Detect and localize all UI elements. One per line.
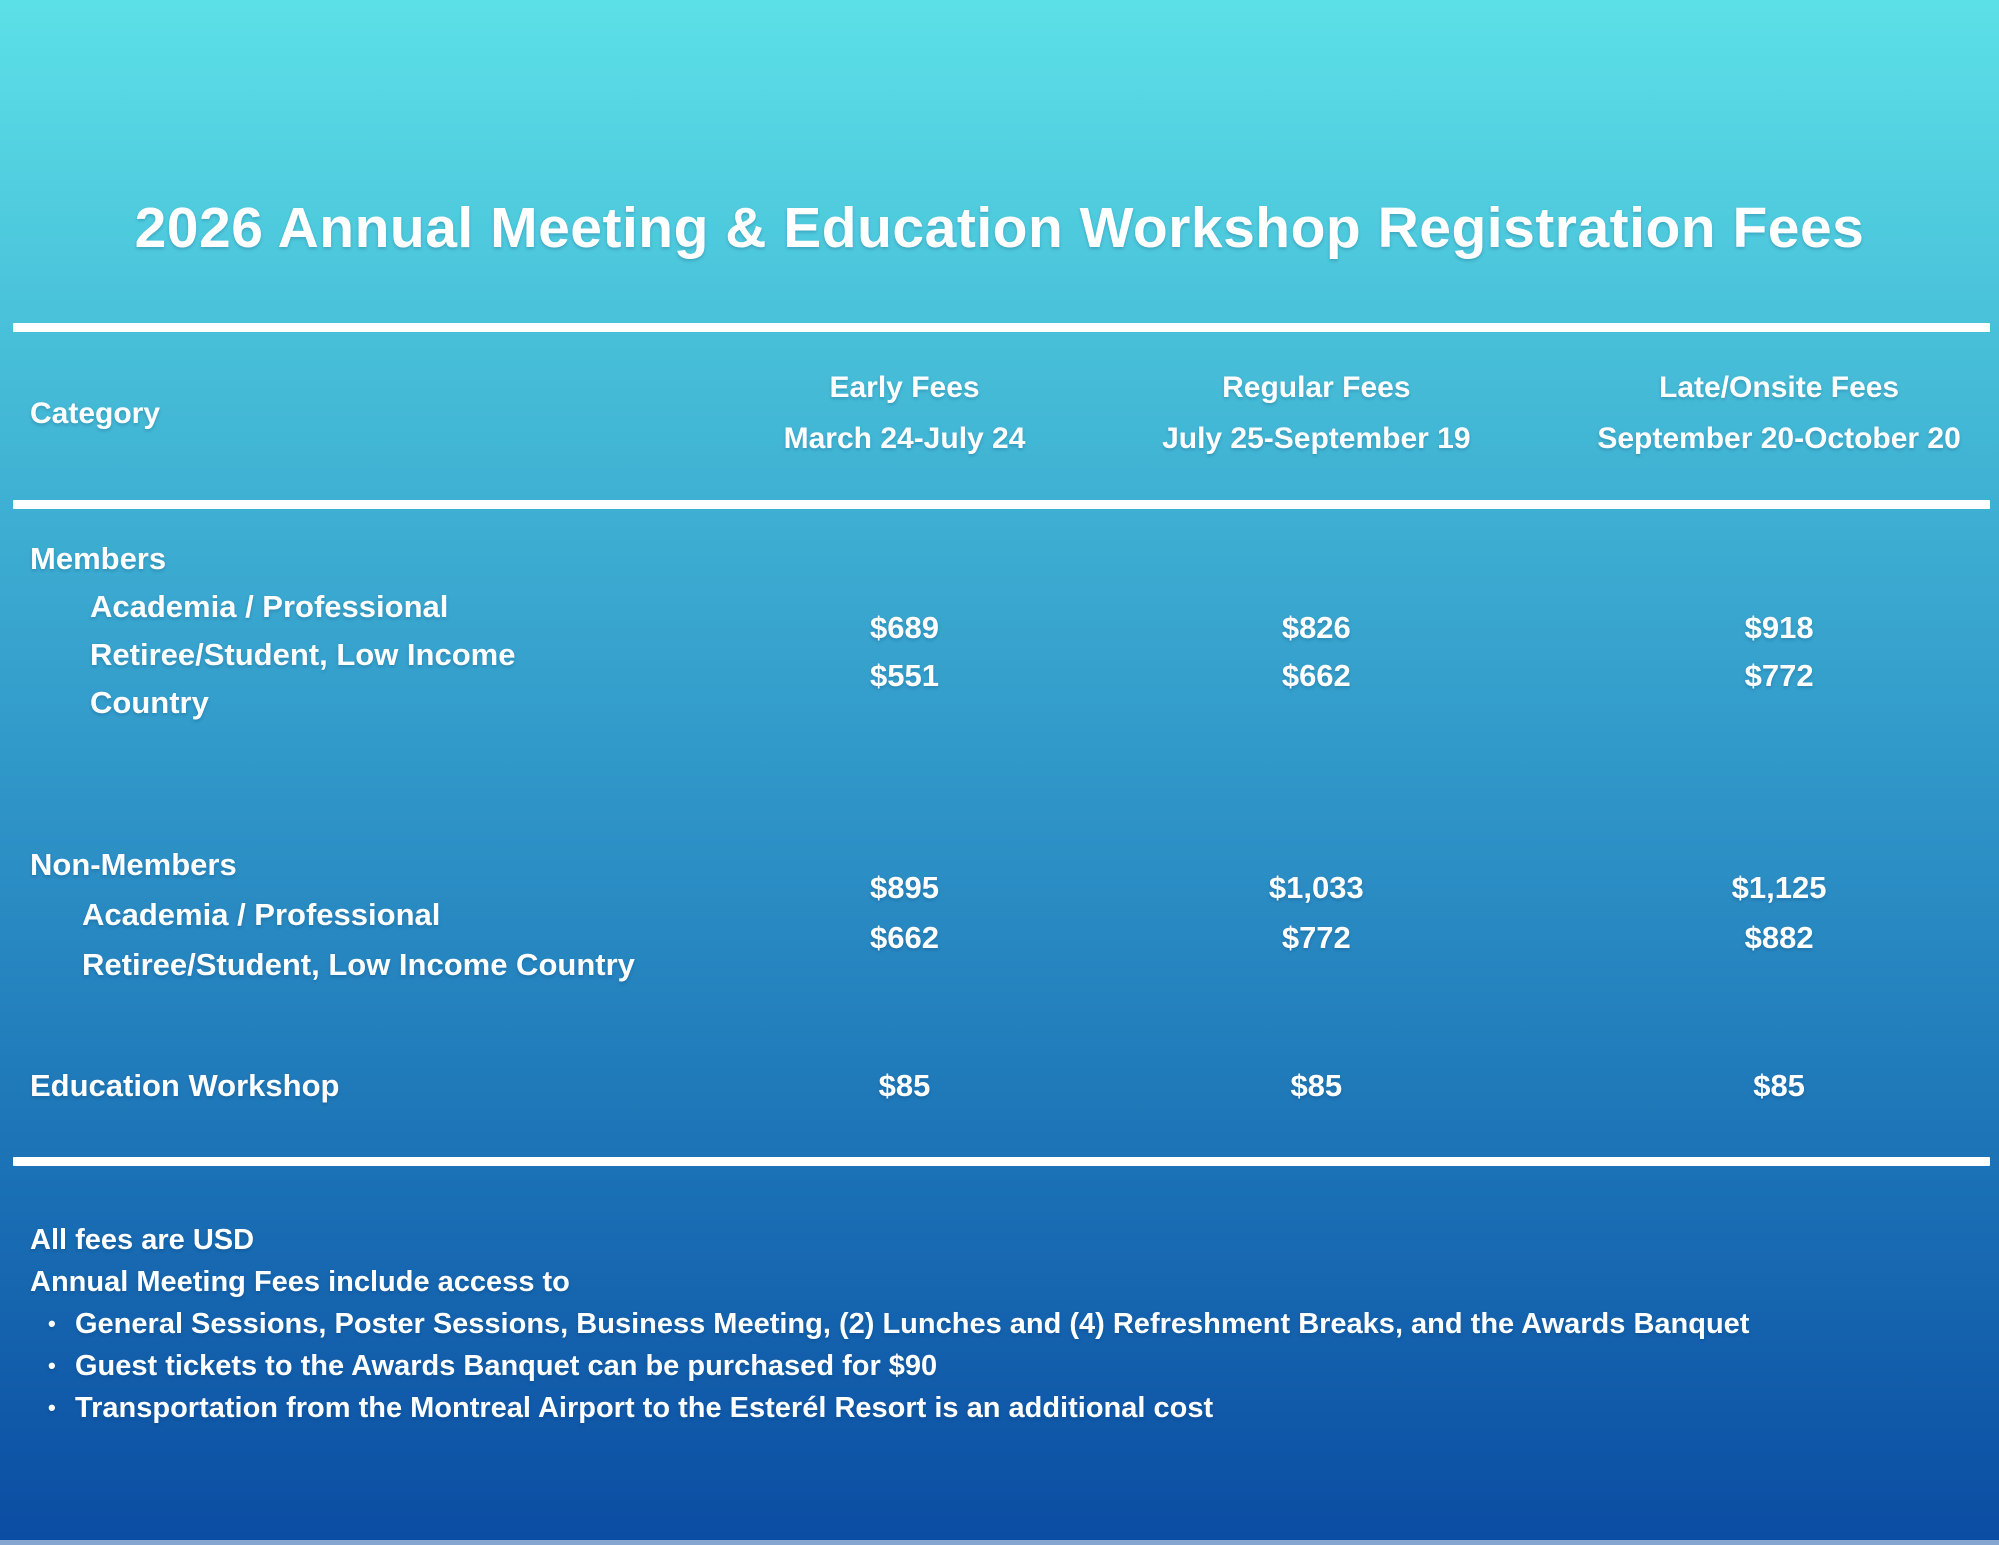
- note-bullet-guest-tickets: • Guest tickets to the Awards Banquet can be purchased for $90: [75, 1345, 1969, 1387]
- note-bullet-transportation: • Transportation from the Montreal Airport to the Esterél Resort is an additional cost: [75, 1387, 1969, 1429]
- fee-value: $918: [1744, 610, 1814, 645]
- fees-table-header: [0, 362, 1999, 464]
- early-fees-dates: March 24-July 24: [783, 422, 1026, 455]
- workshop-early-fee: $85: [878, 1068, 931, 1103]
- regular-fees-dates: July 25-September 19: [1162, 422, 1471, 455]
- column-header-category: [0, 362, 700, 464]
- column-header-late-onsite-fees: [1529, 362, 1999, 464]
- workshop-regular-fee: $85: [1290, 1068, 1343, 1103]
- divider-bottom: [13, 1157, 1990, 1166]
- non-members-early-fees: [700, 840, 1120, 990]
- notes-bullet-list: [30, 1303, 1969, 1429]
- late-onsite-fees-label: Late/Onsite Fees: [1659, 371, 1900, 404]
- divider-top: [13, 323, 1990, 332]
- fee-value: $551: [870, 658, 940, 693]
- footnotes: [30, 1219, 1969, 1429]
- members-regular-fees: [1119, 535, 1529, 727]
- members-section: [0, 535, 1999, 727]
- note-access-intro: Annual Meeting Fees include access to: [30, 1266, 570, 1298]
- workshop-label: Education Workshop: [30, 1068, 340, 1103]
- fee-value: $772: [1744, 658, 1814, 693]
- members-late-fees: [1529, 535, 1999, 727]
- fee-value: $882: [1744, 920, 1814, 955]
- fee-value: $1,125: [1731, 870, 1827, 905]
- fee-value: $826: [1281, 610, 1351, 645]
- page-title: 2026 Annual Meeting & Education Workshop Registration Fees: [134, 196, 1865, 260]
- regular-fees-label: Regular Fees: [1222, 371, 1411, 404]
- fee-value: $662: [1281, 658, 1351, 693]
- divider-header: [13, 500, 1990, 509]
- non-members-category-cell: [0, 840, 700, 990]
- members-early-fees: [700, 535, 1120, 727]
- non-members-row-label: Retiree/Student, Low Income Country: [82, 947, 635, 982]
- members-row-label: Retiree/Student, Low Income: [90, 637, 516, 672]
- non-members-regular-fees: [1119, 840, 1529, 990]
- non-members-late-fees: [1529, 840, 1999, 990]
- fee-value: $772: [1281, 920, 1351, 955]
- members-heading: Members: [30, 541, 167, 576]
- note-fees-currency: All fees are USD: [30, 1224, 255, 1256]
- members-row-label: Country: [90, 685, 209, 720]
- education-workshop-row: [0, 1062, 1999, 1110]
- early-fees-label: Early Fees: [829, 371, 980, 404]
- non-members-section: [0, 840, 1999, 990]
- non-members-heading: Non-Members: [30, 847, 237, 882]
- column-header-regular-fees: [1119, 362, 1529, 464]
- fee-value: $1,033: [1268, 870, 1364, 905]
- late-onsite-fees-dates: September 20-October 20: [1597, 422, 1961, 455]
- fee-value: $895: [870, 870, 940, 905]
- non-members-row-label: Academia / Professional: [82, 897, 441, 932]
- note-bullet-sessions: • General Sessions, Poster Sessions, Business Meeting, (2) Lunches and (4) Refreshment Breaks, and the Awards Banquet: [75, 1303, 1969, 1345]
- members-row-label: Academia / Professional: [90, 589, 449, 624]
- column-header-early-fees: [700, 362, 1120, 464]
- bottom-edge-strip: [0, 1540, 1999, 1545]
- fee-value: $689: [870, 610, 940, 645]
- members-category-cell: [0, 535, 700, 727]
- fee-value: $662: [870, 920, 940, 955]
- category-header-label: Category: [30, 396, 161, 430]
- workshop-late-fee: $85: [1753, 1068, 1805, 1103]
